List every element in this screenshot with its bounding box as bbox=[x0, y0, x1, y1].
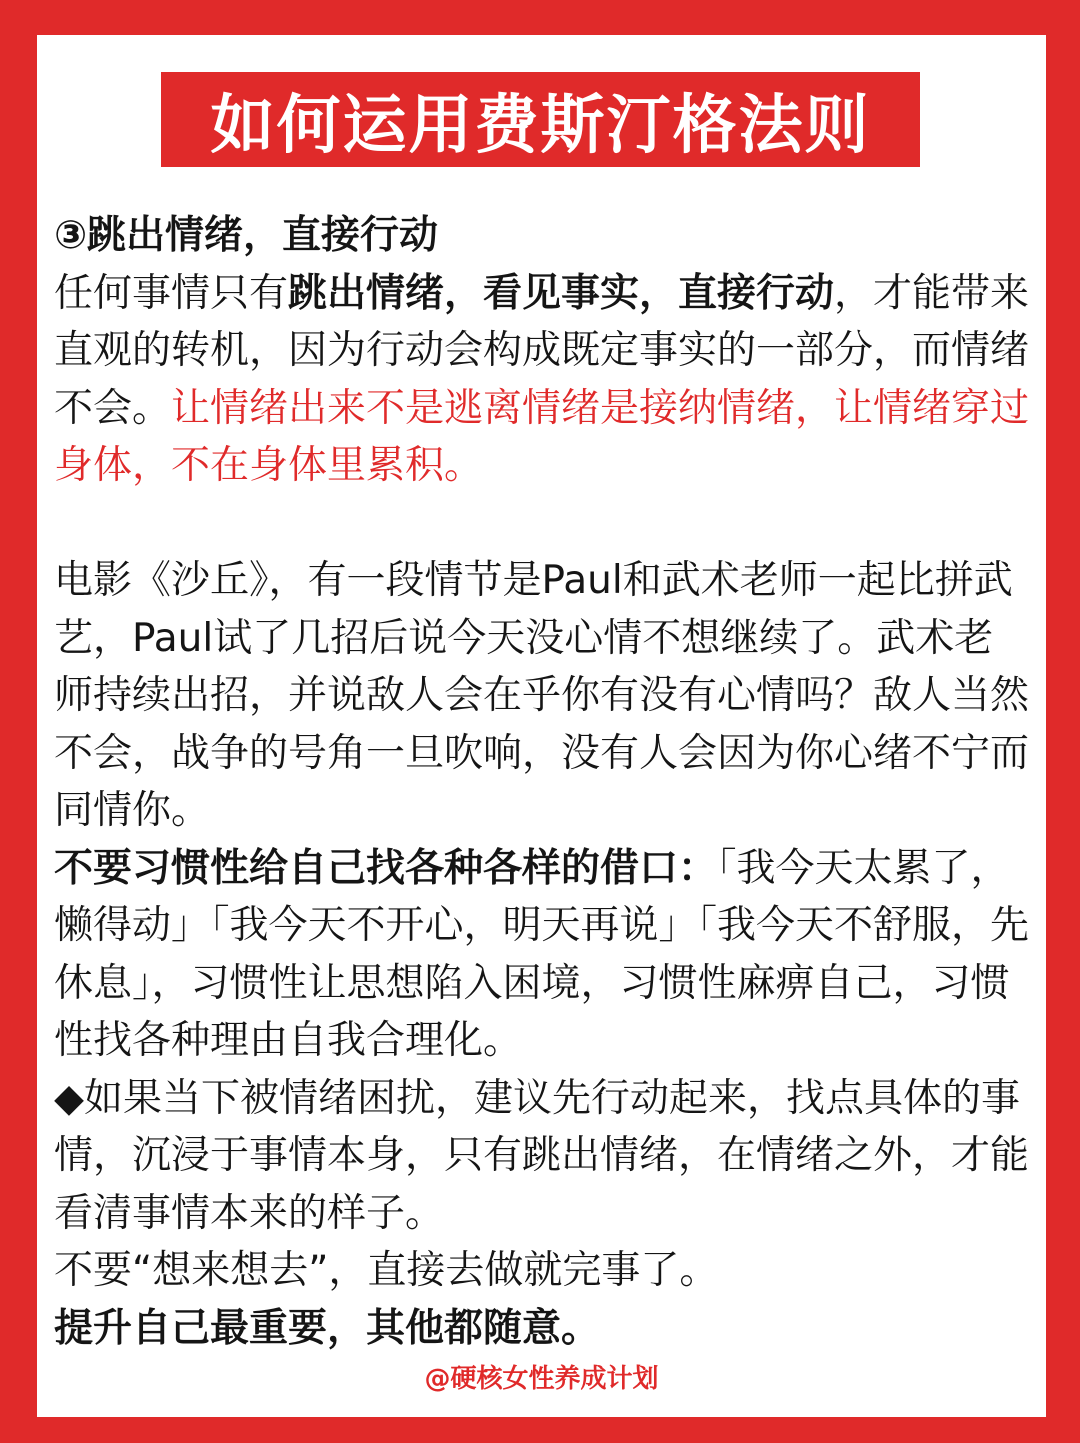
article-body bbox=[54, 207, 1032, 1357]
paragraph-gap bbox=[54, 495, 1032, 553]
paragraph-action-highlight: 让情绪出来不是逃离情绪是接纳情绪，让情绪穿过身体，不在身体里累积。 bbox=[54, 385, 1030, 488]
section-heading: ③跳出情绪，直接行动 bbox=[54, 213, 439, 258]
paragraph-excuses bbox=[54, 840, 1032, 1070]
page-title: 如何运用费斯汀格法则 bbox=[210, 88, 871, 163]
excuses-bold: 不要习惯性给自己找各种各样的借口： bbox=[54, 845, 718, 891]
author-handle: @硬核女性养成计划 bbox=[424, 1364, 659, 1394]
closing-line: 提升自己最重要，其他都随意。 bbox=[54, 1305, 601, 1351]
paragraph-dune: 电影《沙丘》，有一段情节是Paul和武术老师一起比拼武艺，Paul试了几招后说今天没心情不想继续了。武术老师持续出招，并说敌人会在乎你有没有心情吗？敌人当然不会，战争的号角一旦吹响，没有人会因为你心绪不宁而同情你。 bbox=[54, 558, 1030, 833]
paragraph-action-bold: 跳出情绪，看见事实，直接行动 bbox=[288, 270, 835, 316]
paragraph-just-do: 不要“想来想去”，直接去做就完事了。 bbox=[54, 1248, 719, 1293]
content-card bbox=[37, 35, 1046, 1417]
paragraph-action-lead: 任何事情只有 bbox=[54, 270, 289, 316]
paragraph-action bbox=[54, 265, 1032, 495]
paragraph-advice: ◆如果当下被情绪困扰，建议先行动起来，找点具体的事情，沉浸于事情本身，只有跳出情绪，在情绪之外，才能看清事情本来的样子。 bbox=[54, 1075, 1030, 1236]
excuses-rest: 「我今天太累了， 懒得动」「我今天不开心，明天再说」「我今天不舒服，先休息」，习惯性让思想陷入困境，习惯性麻痹自己，习惯性找各种理由自我合理化。 bbox=[54, 845, 1030, 1063]
title-banner bbox=[161, 72, 920, 167]
paragraph-action-rest: ，才能带来直观的转机，因为行动会构成既定事实的一部分，而情绪不会。 bbox=[54, 270, 1030, 431]
